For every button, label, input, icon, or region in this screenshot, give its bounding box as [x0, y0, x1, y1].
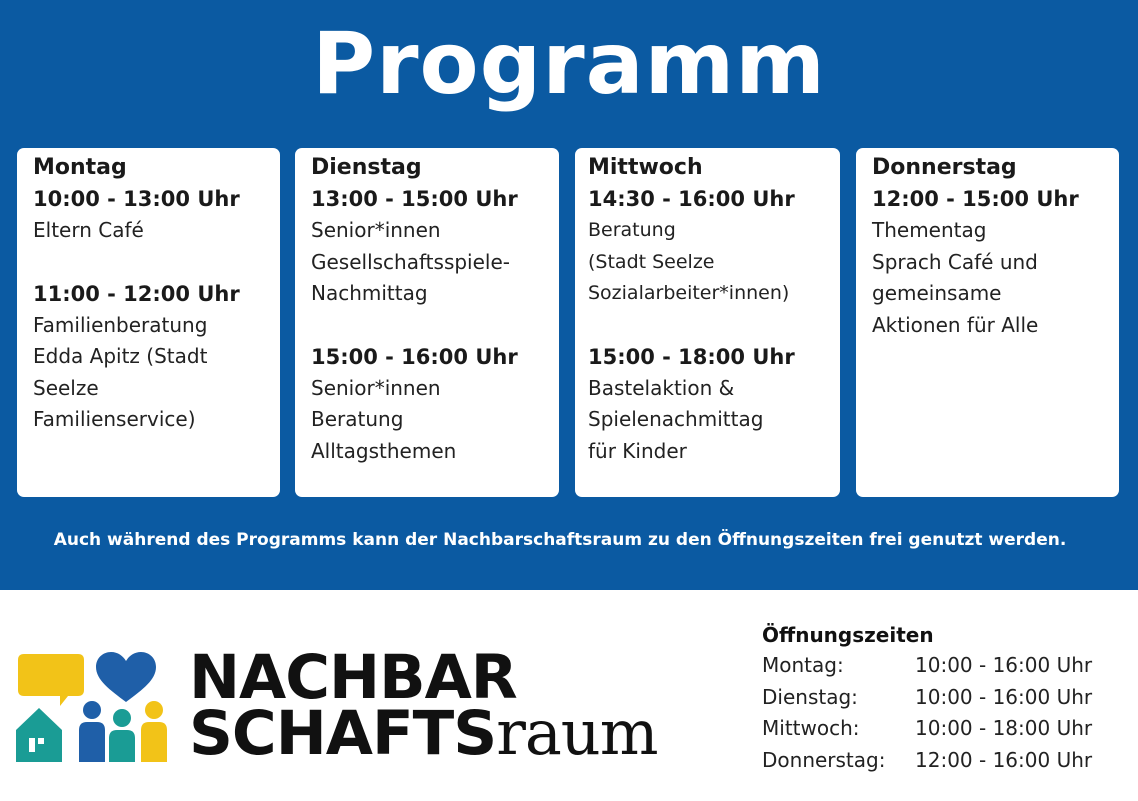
slot-text: Familienberatung Edda Apitz (Stadt Seelze Familienservice) [33, 312, 208, 431]
slot-text: Senior*innen Beratung Alltagsthemen [311, 375, 457, 463]
slot-time: 15:00 - 16:00 Uhr [311, 344, 518, 369]
hours-day: Donnerstag: [762, 747, 886, 772]
day-name: Mittwoch [588, 155, 703, 180]
slot-text: Bastelaktion & Spielenachmittag für Kinder [588, 375, 764, 463]
slot-time: 14:30 - 16:00 Uhr [588, 187, 795, 211]
hours-time: 10:00 - 16:00 Uhr [915, 653, 1093, 677]
day-card-tuesday [295, 148, 559, 497]
hours-day: Mittwoch: [762, 716, 860, 740]
hours-row [762, 682, 1093, 714]
logo-wordmark-light: raum [496, 696, 658, 769]
slot-time: 11:00 - 12:00 Uhr [33, 281, 240, 306]
hours-time: 10:00 - 18:00 Uhr [915, 716, 1093, 740]
slot-time: 12:00 - 15:00 Uhr [872, 187, 1079, 211]
hours-time: 12:00 - 16:00 Uhr [915, 747, 1093, 772]
hours-row [762, 713, 1093, 745]
day-card-monday [17, 148, 280, 497]
page-title: Programm [312, 14, 826, 114]
slot-text: Eltern Café [33, 218, 144, 242]
slot-text: Senior*innen Gesellschaftsspiele- Nachmittag [311, 218, 510, 305]
opening-hours-title: Öffnungszeiten [762, 623, 934, 647]
day-name: Donnerstag [872, 155, 1017, 180]
hours-row [762, 650, 1093, 682]
neighborhood-logo-icon [16, 652, 170, 762]
slot-text: Thementag Sprach Café und gemeinsame Aktionen für Alle [872, 218, 1039, 337]
usage-note: Auch während des Programms kann der Nachbarschaftsraum zu den Öffnungszeiten frei genutzt werden. [53, 530, 1067, 550]
logo-wordmark-line1: NACHBAR [189, 642, 517, 713]
hours-day: Dienstag: [762, 684, 858, 709]
day-name: Montag [33, 155, 127, 180]
slot-text: Beratung (Stadt Seelze Sozialarbeiter*innen) [588, 219, 790, 304]
opening-hours [762, 620, 1093, 776]
day-card-thursday [856, 148, 1119, 497]
hours-row [762, 745, 1093, 777]
slot-time: 10:00 - 13:00 Uhr [33, 187, 240, 211]
hours-time: 10:00 - 16:00 Uhr [915, 684, 1093, 709]
day-card-wednesday [575, 148, 840, 497]
logo-wordmark-bold: SCHAFTS [189, 698, 497, 769]
slot-time: 13:00 - 15:00 Uhr [311, 187, 518, 211]
logo-wordmark-line2 [189, 696, 658, 769]
hours-day: Montag: [762, 653, 844, 677]
slot-time: 15:00 - 18:00 Uhr [588, 344, 795, 369]
day-name: Dienstag [311, 155, 422, 180]
